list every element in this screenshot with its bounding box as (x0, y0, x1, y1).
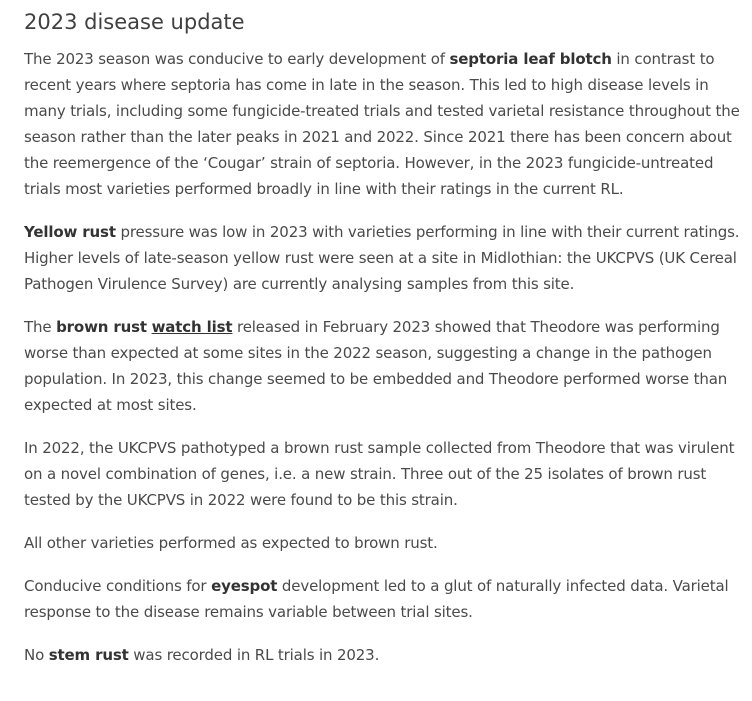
keyword-stem-rust: stem rust (48, 646, 129, 664)
page-title: 2023 disease update (24, 10, 245, 34)
keyword-yellow-rust: Yellow rust (24, 223, 116, 241)
watch-list-link[interactable]: watch list (151, 318, 233, 336)
keyword-septoria: septoria leaf blotch (449, 50, 612, 68)
paragraph-text: The 2023 season was conducive to early development of (24, 50, 450, 68)
paragraph-text: Conducive conditions for (24, 577, 212, 595)
paragraph-text: was recorded in RL trials in 2023. (128, 646, 380, 664)
keyword-eyespot: eyespot (211, 577, 278, 595)
keyword-brown-rust: brown rust (56, 318, 147, 336)
paragraph-eyespot (24, 573, 742, 625)
paragraph-stem-rust (24, 642, 742, 668)
paragraph-text: pressure was low in 2023 with varieties performing in line with their current ratings. Higher levels of late-season yellow rust were seen at a site in Midlothian: the UKCPVS (UK Cereal Pathogen Virulence Survey) are currently analysing samples from this site. (24, 223, 740, 293)
paragraph-text: The (24, 318, 57, 336)
paragraph-ukcpvs: In 2022, the UKCPVS pathotyped a brown rust sample collected from Theodore that was virulent on a novel combination of genes, i.e. a new strain. Three out of the 25 isolates of brown rust tested by the UKCPVS in 2022 were found to be this strain. (24, 439, 735, 509)
paragraph-text: released in February 2023 showed that Theodore was performing worse than expected at some sites in the 2022 season, suggesting a change in the pathogen population. In 2023, this change seemed to be embedded and Theodore performed worse than expected at most sites. (24, 318, 728, 414)
paragraph-text: development led to a glut of naturally infected data. Varietal response to the disease remains variable between trial sites. (24, 577, 729, 621)
paragraph-brown-rust (24, 314, 742, 418)
paragraph-other-varieties: All other varieties performed as expected to brown rust. (24, 534, 438, 552)
paragraph-text: No (24, 646, 49, 664)
paragraph-text: in contrast to recent years where septoria has come in late in the season. This led to high disease levels in many trials, including some fungicide-treated trials and tested varietal resistance throughout the season rather than the later peaks in 2021 and 2022. Since 2021 there has been concern about the reemergence of the ‘Cougar’ strain of septoria. However, in the 2023 fungicide-untreated trials most varieties performed broadly in line with their ratings in the current RL. (24, 50, 740, 198)
paragraph-septoria (24, 46, 742, 202)
paragraph-yellow-rust (24, 219, 742, 297)
